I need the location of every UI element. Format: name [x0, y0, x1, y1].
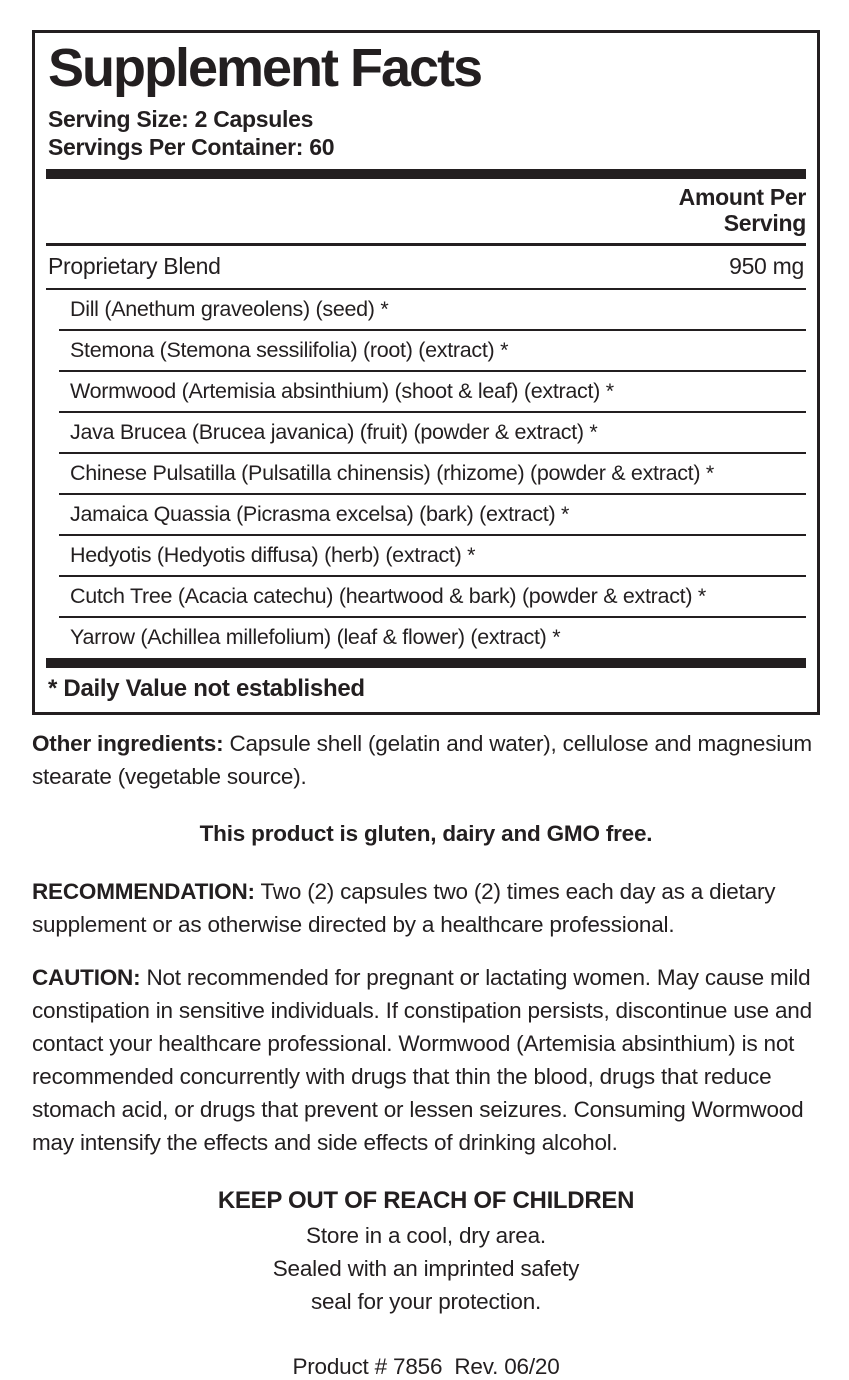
caution-text: Not recommended for pregnant or lactating women. May cause mild constipation in sensitive individuals. If constipation persists, discontinue use and contact your healthcare professional. Wormwood (Artemisia absinthium) is not recommended concurrently with drugs that thin the blood, drugs that reduce stomach acid, or drugs that prevent or lessen seizures. Consuming Wormwood may intensify the effects and side effects of drinking alcohol.: [32, 964, 812, 1155]
other-ingredients-label: Other ingredients:: [32, 730, 224, 756]
caution-paragraph: [32, 961, 820, 1159]
safety-seal-line: Sealed with an imprinted safety: [272, 1255, 580, 1281]
serving-size: Serving Size: 2 Capsules: [48, 105, 314, 132]
supplement-facts-panel: [32, 30, 820, 715]
recommendation-paragraph: [32, 875, 820, 941]
amount-header-line2: Serving: [723, 209, 806, 236]
ingredient-row: Hedyotis (Hedyotis diffusa) (herb) (extract) *: [59, 534, 806, 575]
daily-value-footnote: * Daily Value not established: [48, 674, 365, 702]
proprietary-blend-row: [46, 246, 806, 288]
ingredient-row: Wormwood (Artemisia absinthium) (shoot & leaf) (extract) *: [59, 370, 806, 411]
recommendation-text: Two (2) capsules two (2) times each day as a dietary supplement or as otherwise directed by a healthcare professional.: [32, 878, 776, 937]
caution-label: CAUTION:: [32, 964, 141, 990]
product-number-revision: Product # 7856 Rev. 06/20: [292, 1353, 560, 1379]
thick-divider-top: [46, 169, 806, 179]
recommendation-label: RECOMMENDATION:: [32, 878, 255, 904]
other-ingredients-paragraph: [32, 727, 820, 793]
amount-header-line1: Amount Per: [678, 183, 806, 210]
ingredient-list: [46, 290, 806, 657]
ingredient-row: Jamaica Quassia (Picrasma excelsa) (bark) (extract) *: [59, 493, 806, 534]
ingredient-row: Chinese Pulsatilla (Pulsatilla chinensis) (rhizome) (powder & extract) *: [59, 452, 806, 493]
ingredient-row: Dill (Anethum graveolens) (seed) *: [70, 296, 389, 321]
thick-divider-bottom: [46, 658, 806, 668]
servings-per-container: Servings Per Container: 60: [48, 133, 335, 160]
panel-title: Supplement Facts: [48, 38, 482, 98]
ingredient-row: Yarrow (Achillea millefolium) (leaf & flower) (extract) *: [59, 616, 806, 657]
gluten-dairy-gmo-statement: This product is gluten, dairy and GMO free.: [199, 820, 653, 846]
ingredient-row: Cutch Tree (Acacia catechu) (heartwood & bark) (powder & extract) *: [59, 575, 806, 616]
other-ingredients-text: Capsule shell (gelatin and water), cellulose and magnesium stearate (vegetable source).: [32, 730, 812, 789]
keep-out-of-reach-warning: KEEP OUT OF REACH OF CHILDREN: [217, 1186, 635, 1214]
safety-seal-line: seal for your protection.: [310, 1288, 542, 1314]
safety-block: [32, 1183, 820, 1318]
storage-instruction: Store in a cool, dry area.: [306, 1222, 546, 1248]
ingredient-row: Stemona (Stemona sessilifolia) (root) (extract) *: [59, 329, 806, 370]
ingredient-row: Java Brucea (Brucea javanica) (fruit) (powder & extract) *: [59, 411, 806, 452]
amount-per-serving-header: [46, 179, 806, 243]
blend-amount: 950 mg: [729, 252, 804, 279]
blend-name: Proprietary Blend: [48, 252, 221, 279]
